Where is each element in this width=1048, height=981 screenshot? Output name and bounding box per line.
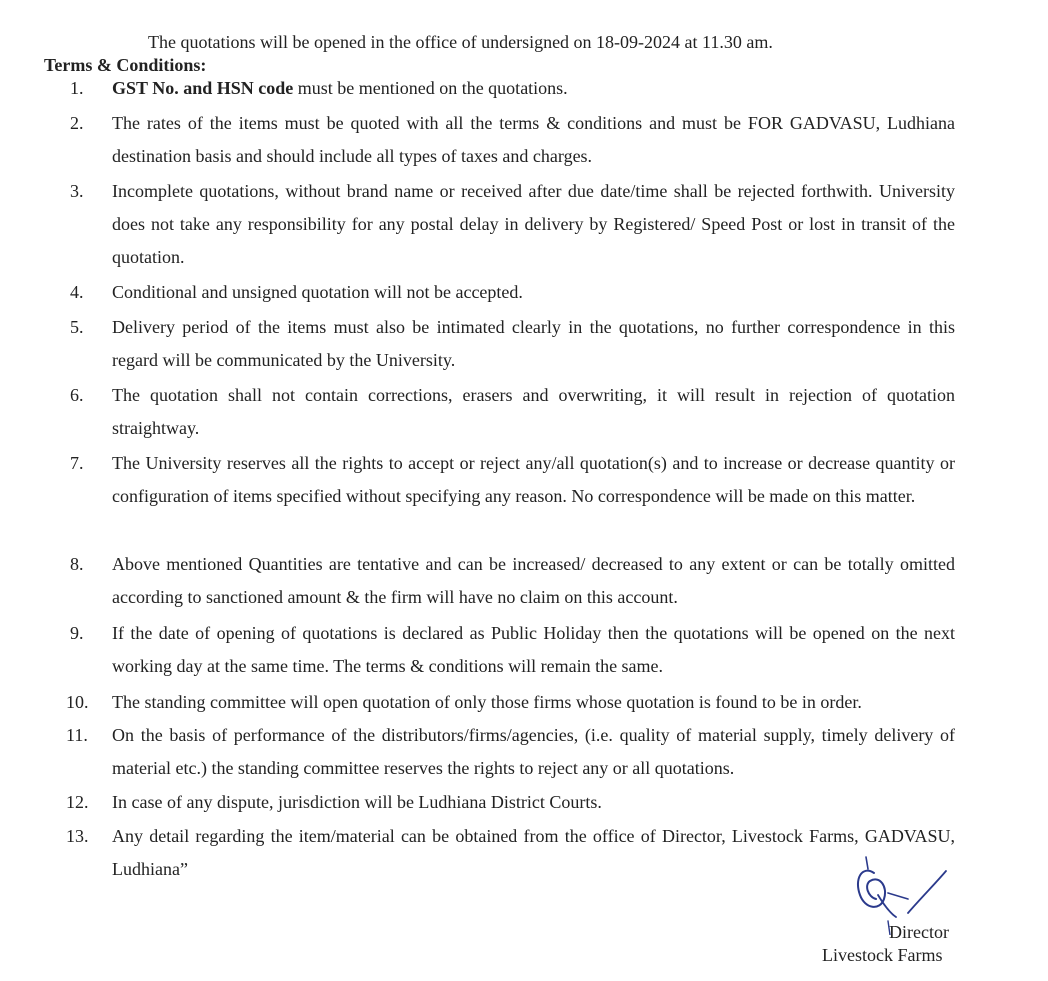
- term-text: The quotation shall not contain corrections, erasers and overwriting, it will result in rejection of quotation straightway.: [112, 385, 955, 438]
- term-number: 7.: [70, 453, 84, 473]
- term-number: 8.: [70, 554, 84, 574]
- term-number: 9.: [70, 623, 84, 643]
- term-text: Any detail regarding the item/material can be obtained from the office of Director, Livestock Farms, GADVASU, Ludhiana”: [112, 826, 955, 879]
- term-number: 13.: [66, 826, 89, 846]
- term-number: 10.: [66, 692, 89, 712]
- term-text: If the date of opening of quotations is declared as Public Holiday then the quotations will be opened on the next working day at the same time. The terms & conditions will remain the same.: [112, 623, 955, 676]
- term-text: In case of any dispute, jurisdiction will be Ludhiana District Courts.: [112, 792, 602, 812]
- term-text: The University reserves all the rights to accept or reject any/all quotation(s) and to increase or decrease quantity or configuration of items specified without specifying any reason. No correspondence will be made on this matter.: [112, 453, 955, 506]
- signatory-office: Livestock Farms: [822, 945, 943, 965]
- term-text: [112, 72, 955, 105]
- term-number: 3.: [70, 181, 84, 201]
- term-number: 1.: [70, 78, 84, 98]
- term-number: 5.: [70, 317, 84, 337]
- term-text: Delivery period of the items must also be intimated clearly in the quotations, no further correspondence in this regard will be communicated by the University.: [112, 317, 955, 370]
- term-bold-text: GST No. and HSN code: [112, 78, 294, 98]
- term-number: 4.: [70, 282, 84, 302]
- term-text: Incomplete quotations, without brand name or received after due date/time shall be rejected forthwith. University does not take any responsibility for any postal delay in delivery by Registered/ Speed Post or lost in transit of the quotation.: [112, 181, 955, 267]
- term-number: 12.: [66, 792, 89, 812]
- term-text: The standing committee will open quotation of only those firms whose quotation is found to be in order.: [112, 692, 862, 712]
- term-body: must be mentioned on the quotations.: [293, 78, 568, 98]
- term-text: On the basis of performance of the distributors/firms/agencies, (i.e. quality of material supply, timely delivery of material etc.) the standing committee reserves the rights to reject any or all quotations.: [112, 725, 955, 778]
- term-number: 11.: [66, 725, 88, 745]
- terms-heading: Terms & Conditions:: [44, 55, 207, 75]
- signatory-title: Director: [889, 922, 949, 942]
- term-text: The rates of the items must be quoted with all the terms & conditions and must be FOR GADVASU, Ludhiana destination basis and should include all types of taxes and charges.: [112, 113, 955, 166]
- term-text: Above mentioned Quantities are tentative and can be increased/ decreased to any extent or can be totally omitted according to sanctioned amount & the firm will have no claim on this account.: [112, 554, 955, 607]
- term-number: 2.: [70, 113, 84, 133]
- opening-note: The quotations will be opened in the office of undersigned on 18-09-2024 at 11.30 am.: [148, 32, 773, 52]
- term-number: 6.: [70, 385, 84, 405]
- term-text: Conditional and unsigned quotation will not be accepted.: [112, 282, 523, 302]
